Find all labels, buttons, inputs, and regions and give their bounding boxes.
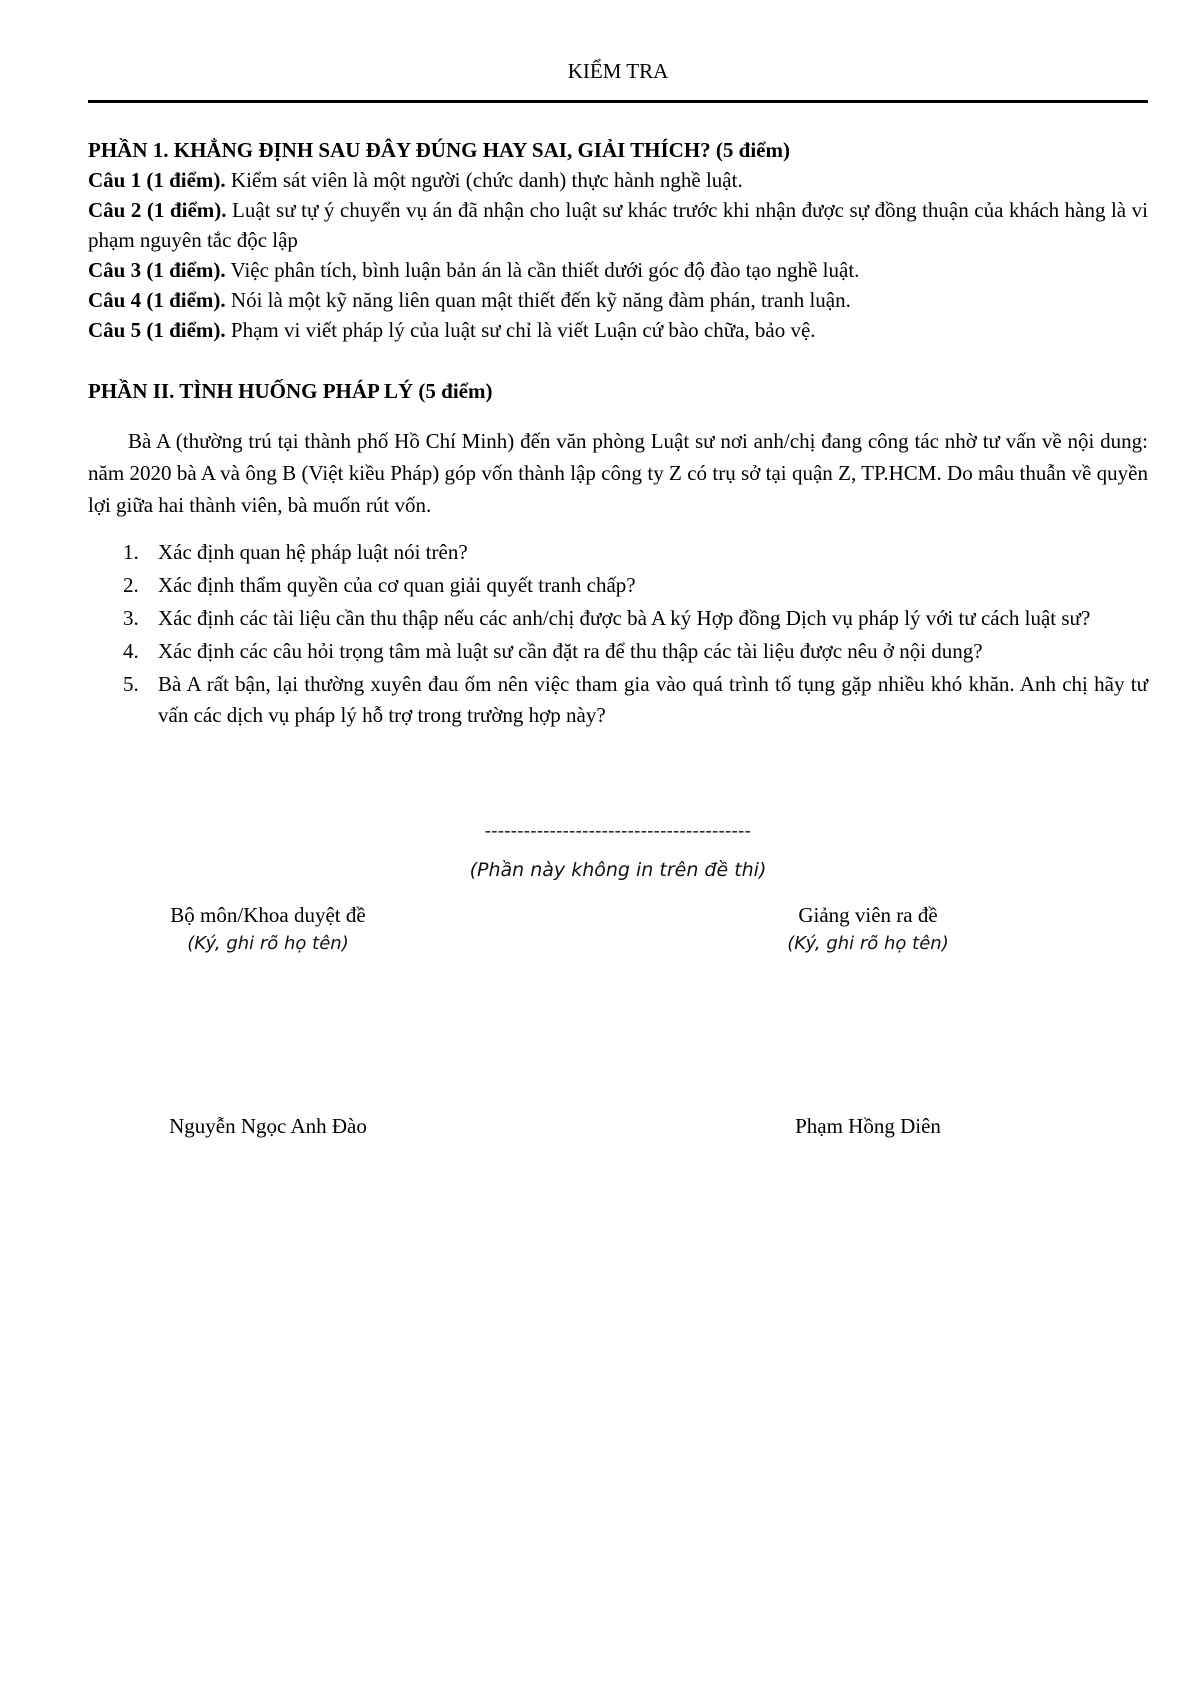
question-1-label: Câu 1 (1 điểm).: [88, 168, 226, 192]
question-3-label: Câu 3 (1 điểm).: [88, 258, 226, 282]
list-item: [88, 570, 1148, 601]
print-note: (Phần này không in trên đề thi): [469, 859, 767, 881]
list-item: [88, 636, 1148, 667]
question-4-label: Câu 4 (1 điểm).: [88, 288, 226, 312]
part1-heading: PHẦN 1. KHẲNG ĐỊNH SAU ĐÂY ĐÚNG HAY SAI, GIẢI THÍCH? (5 điểm): [88, 138, 790, 162]
signature-block-department: [88, 900, 448, 958]
question-1-text: Kiểm sát viên là một người (chức danh) thực hành nghề luật.: [225, 168, 743, 192]
signature-role: Bộ môn/Khoa duyệt đề: [170, 903, 366, 927]
list-item-number: 1.: [123, 540, 139, 564]
question-5-text: Phạm vi viết pháp lý của luật sư chỉ là viết Luận cứ bào chữa, bảo vệ.: [225, 318, 816, 342]
list-item-number: 2.: [123, 573, 139, 597]
document-title: KIỂM TRA: [567, 59, 669, 83]
question-4: [88, 285, 1148, 315]
part1-section: [88, 135, 1148, 345]
list-item-text: Bà A rất bận, lại thường xuyên đau ốm nên việc tham gia vào quá trình tố tụng gặp nhiều khó khăn. Anh chị hãy tư vấn các dịch vụ pháp lý hỗ trợ trong trường hợp này?: [158, 672, 1148, 727]
list-item-text: Xác định các câu hỏi trọng tâm mà luật sư cần đặt ra để thu thập các tài liệu được nêu ở nội dung?: [158, 639, 983, 663]
list-item-text: Xác định các tài liệu cần thu thập nếu các anh/chị được bà A ký Hợp đồng Dịch vụ pháp lý với tư cách luật sư?: [158, 606, 1091, 630]
case-questions: [88, 537, 1148, 733]
list-item-number: 4.: [123, 639, 139, 663]
list-item-text: Xác định quan hệ pháp luật nói trên?: [158, 540, 468, 564]
signer-name-lecturer: Phạm Hồng Diên: [795, 1114, 941, 1138]
question-2: [88, 195, 1148, 255]
list-item: [88, 537, 1148, 568]
question-2-text: Luật sư tự ý chuyển vụ án đã nhận cho luật sư khác trước khi nhận được sự đồng thuận của khách hàng là vi phạm nguyên tắc độc lập: [88, 198, 1148, 252]
question-3-text: Việc phân tích, bình luận bản án là cần thiết dưới góc độ đào tạo nghề luật.: [225, 258, 860, 282]
list-item-text: Xác định thẩm quyền của cơ quan giải quyết tranh chấp?: [158, 573, 636, 597]
list-item-number: 5.: [123, 672, 139, 696]
question-1: [88, 165, 1148, 195]
title-rule: [88, 100, 1148, 103]
signature-role: Giảng viên ra đề: [798, 903, 938, 927]
signature-block-lecturer: [688, 900, 1048, 958]
signature-hint: (Ký, ghi rõ họ tên): [787, 933, 949, 954]
case-scenario: Bà A (thường trú tại thành phố Hồ Chí Minh) đến văn phòng Luật sư nơi anh/chị đang công tác nhờ tư vấn về nội dung: năm 2020 bà A và ông B (Việt kiều Pháp) góp vốn thành lập công ty Z có trụ sở tại quận Z, TP.HCM. Do mâu thuẫn về quyền lợi giữa hai thành viên, bà muốn rút vốn.: [88, 429, 1148, 517]
signature-hint: (Ký, ghi rõ họ tên): [187, 933, 349, 954]
signer-name-department: Nguyễn Ngọc Anh Đào: [169, 1114, 367, 1138]
question-4-text: Nói là một kỹ năng liên quan mật thiết đến kỹ năng đàm phán, tranh luận.: [225, 288, 851, 312]
list-item: [88, 603, 1148, 634]
part2-heading: PHẦN II. TÌNH HUỐNG PHÁP LÝ (5 điểm): [88, 379, 493, 403]
question-3: [88, 255, 1148, 285]
list-item: [88, 669, 1148, 731]
dashed-divider: -----------------------------------------: [484, 820, 752, 840]
question-2-label: Câu 2 (1 điểm).: [88, 198, 227, 222]
question-5-label: Câu 5 (1 điểm).: [88, 318, 226, 342]
list-item-number: 3.: [123, 606, 139, 630]
question-5: [88, 315, 1148, 345]
